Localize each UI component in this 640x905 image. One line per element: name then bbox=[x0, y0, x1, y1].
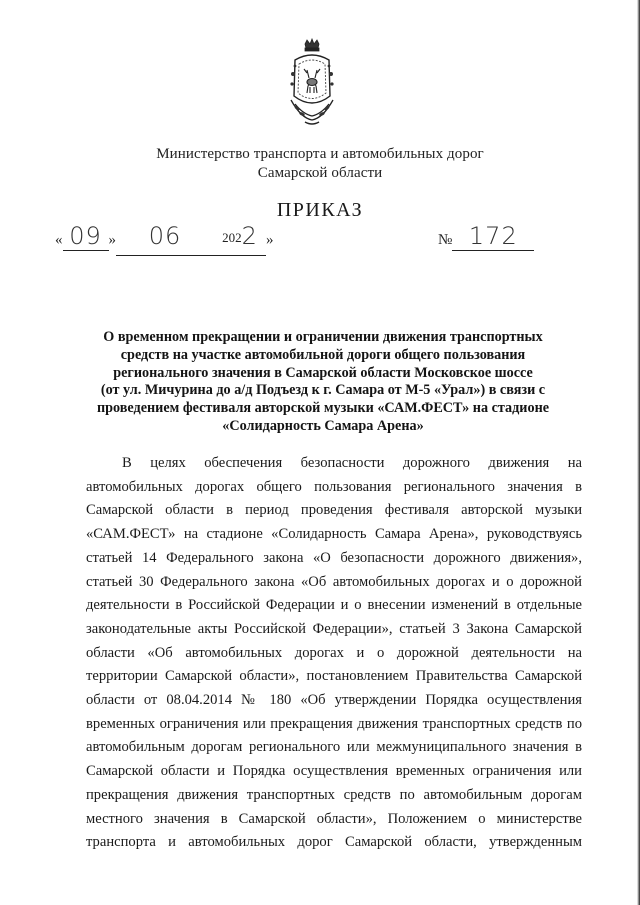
title-line: (от ул. Мичурина до а/д Подъезд к г. Самара от М-5 «Урал») в связи с bbox=[100, 382, 546, 399]
body-line: «САМ.ФЕСТ» на стадионе «Солидарность Самара Арена», руководствуясь bbox=[86, 526, 582, 543]
document-date bbox=[55, 222, 274, 256]
date-year-field bbox=[214, 222, 266, 256]
date-year-prefix: 202 bbox=[222, 230, 242, 245]
body-line: Самарской области в период проведения фестиваля авторской музыки bbox=[86, 502, 582, 519]
body-line: временных ограничения или прекращения движения транспортных средств по bbox=[86, 715, 582, 732]
body-line: Самарской области и Порядка осуществления временных ограничения или bbox=[86, 763, 582, 780]
document-number bbox=[438, 222, 534, 251]
date-close-quote: » bbox=[108, 232, 116, 248]
document-type-heading: ПРИКАЗ bbox=[276, 199, 364, 221]
coat-of-arms-icon bbox=[283, 38, 341, 130]
number-value: 172 bbox=[452, 222, 534, 251]
body-line: статьей 30 Федерального закона «Об автомобильных дорогах и о дорожной bbox=[86, 573, 582, 590]
body-line: автомобильным дорогам регионального или межмуниципального значения в bbox=[86, 739, 582, 756]
title-line: «Солидарность Самара Арена» bbox=[222, 417, 424, 434]
title-line: О временном прекращении и ограничении движения транспортных bbox=[103, 329, 543, 345]
title-line: проведением фестиваля авторской музыки «САМ.ФЕСТ» на стадионе bbox=[96, 400, 550, 417]
date-month: 06 bbox=[148, 222, 182, 250]
title-line: средств на участке автомобильной дороги общего пользования bbox=[120, 346, 526, 363]
body-line: транспорта и автомобильных дорог Самарской области, утвержденным bbox=[86, 834, 582, 851]
body-line: В целях обеспечения безопасности дорожного движения на bbox=[122, 455, 582, 471]
body-line: деятельности в Российской Федерации и о внесении изменений в отдельные bbox=[86, 597, 582, 614]
ministry-name-line-2: Самарской области bbox=[257, 165, 383, 181]
order-body bbox=[86, 452, 582, 855]
order-title bbox=[95, 329, 551, 436]
title-line: регионального значения в Самарской области Московское шоссе bbox=[113, 364, 533, 381]
date-open-quote: « bbox=[55, 232, 63, 248]
body-line: области «Об автомобильных дорогах и о дорожной деятельности на bbox=[86, 644, 582, 661]
body-line: законодательные акты Российской Федерации», статьей 3 Закона Самарской bbox=[86, 620, 582, 637]
body-line: местного значения в Самарской области», Положением о министерстве bbox=[86, 810, 582, 827]
body-line: территории Самарской области», постановлением Правительства Самарской bbox=[86, 668, 582, 685]
date-month-field bbox=[116, 222, 214, 256]
body-line: прекращения движения транспортных средств по автомобильным дорогам bbox=[86, 786, 582, 803]
number-prefix: № bbox=[438, 232, 453, 248]
body-line: автомобильных дорогах общего пользования регионального значения в bbox=[86, 478, 582, 495]
date-year-close-quote: » bbox=[266, 232, 274, 248]
date-day: 09 bbox=[63, 222, 109, 251]
body-line: области от 08.04.2014 № 180 «Об утверждении Порядка осуществления bbox=[86, 692, 582, 709]
ministry-name-line-1: Министерство транспорта и автомобильных дорог bbox=[156, 146, 484, 162]
body-line: статьей 14 Федерального закона «О безопасности дорожного движения», bbox=[86, 549, 582, 566]
date-year-suffix: 2 bbox=[241, 222, 258, 250]
